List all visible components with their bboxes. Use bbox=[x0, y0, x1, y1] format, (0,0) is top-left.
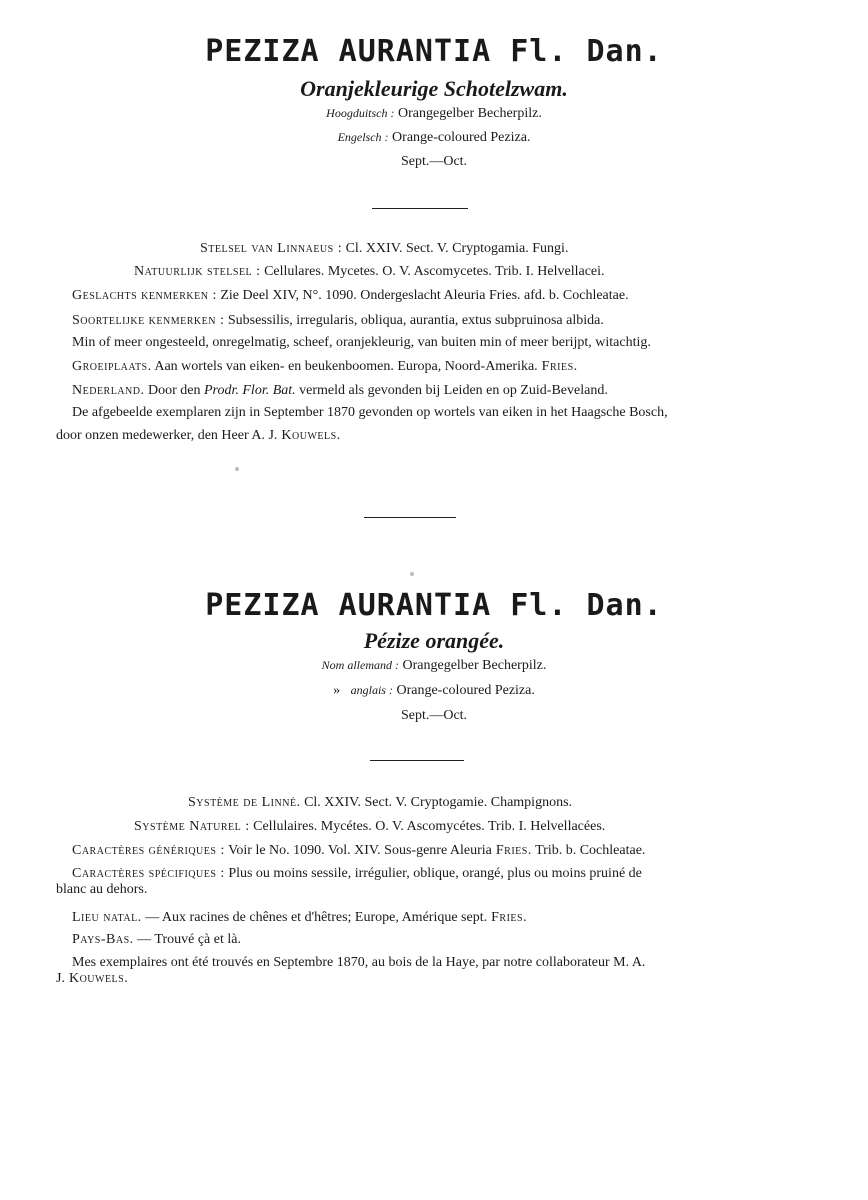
dutch-subtitle: Oranjekleurige Schotelzwam. bbox=[300, 76, 568, 101]
french-line-label: Pays-Bas. bbox=[72, 932, 134, 947]
french-line-specific-cont: blanc au dehors. bbox=[56, 882, 148, 897]
dutch-german-value: Orangegelber Becherpilz. bbox=[398, 106, 542, 121]
french-english-label: anglais : bbox=[350, 683, 393, 697]
french-line-specimens: Mes exemplaires ont été trouvés en Septembre 1870, au bois de la Haye, par notre collaborateur M. A. bbox=[72, 955, 646, 970]
dutch-season: Sept.—Oct. bbox=[400, 154, 468, 169]
dutch-line-author: Fries. bbox=[537, 359, 578, 374]
dutch-divider-top bbox=[372, 208, 468, 209]
french-title: PEZIZA AURANTIA Fl. Dan. bbox=[205, 588, 663, 623]
french-line-text: J. bbox=[56, 971, 65, 986]
french-german-label: Nom allemand : bbox=[321, 658, 399, 672]
dutch-line-label: Nederland. bbox=[72, 383, 145, 398]
french-line-text: Cellulaires. Mycétes. O. V. Ascomycétes. Trib. I. Helvellacées. bbox=[249, 819, 606, 834]
dutch-line-netherlands bbox=[72, 383, 608, 399]
french-german-value: Orangegelber Becherpilz. bbox=[402, 658, 547, 673]
dutch-line-text: Subsessilis, irregularis, obliqua, aurantia, extus subpruinosa albida. bbox=[224, 313, 604, 328]
french-german-name bbox=[0, 658, 868, 674]
dutch-line-text: Aan wortels van eiken- en beukenboomen. Europa, Noord-Amerika. bbox=[151, 359, 538, 374]
dutch-title: PEZIZA AURANTIA Fl. Dan. bbox=[205, 34, 663, 69]
french-english-name bbox=[0, 683, 868, 699]
french-line-text: Trib. b. Cochleatae. bbox=[531, 843, 646, 858]
dutch-line-label: Geslachts kenmerken : bbox=[72, 288, 217, 303]
french-line-linne bbox=[188, 795, 572, 811]
dutch-line-text: door onzen medewerker, den Heer A. J. bbox=[56, 428, 278, 443]
ditto-mark: » bbox=[333, 683, 341, 698]
dutch-english-label: Engelsch : bbox=[337, 130, 389, 144]
french-line-label: Caractères génériques : bbox=[72, 843, 225, 858]
french-line-author: Fries. bbox=[487, 910, 528, 925]
paper-speck bbox=[410, 572, 414, 576]
dutch-line-text: Cl. XXIV. Sect. V. Cryptogamia. Fungi. bbox=[342, 241, 569, 256]
dutch-line-text: vermeld als gevonden bij Leiden en op Zuid-Beveland. bbox=[295, 383, 608, 398]
french-line-habitat bbox=[72, 910, 527, 926]
dutch-line-species bbox=[72, 313, 604, 329]
dutch-line-label: Natuurlijk stelsel : bbox=[134, 264, 261, 279]
dutch-line-natural bbox=[134, 264, 605, 280]
dutch-line-specimens: De afgebeelde exemplaren zijn in September 1870 gevonden op wortels van eiken in het Haagsche Bosch, bbox=[72, 405, 668, 420]
french-subtitle: Pézize orangée. bbox=[363, 628, 505, 653]
french-line-label: Système de Linné. bbox=[188, 795, 301, 810]
dutch-german-name bbox=[0, 106, 868, 122]
french-line-natural bbox=[134, 819, 605, 835]
french-line-text: Voir le No. 1090. Vol. XIV. Sous-genre Aleuria bbox=[224, 843, 492, 858]
french-line-text: Plus ou moins sessile, irrégulier, oblique, orangé, plus ou moins pruiné de bbox=[224, 866, 642, 881]
dutch-line-label: Groeiplaats. bbox=[72, 359, 152, 374]
dutch-line-genus bbox=[72, 288, 629, 304]
dutch-line-label: Soortelijke kenmerken : bbox=[72, 313, 225, 328]
french-line-label: Système Naturel : bbox=[134, 819, 250, 834]
french-line-text: Cl. XXIV. Sect. V. Cryptogamie. Champignons. bbox=[300, 795, 573, 810]
dutch-line-text: Cellulares. Mycetes. O. V. Ascomycetes. Trib. I. Helvellacei. bbox=[260, 264, 605, 279]
dutch-line-text: Zie Deel XIV, N°. 1090. Ondergeslacht Aleuria Fries. afd. b. Cochleatae. bbox=[216, 288, 629, 303]
dutch-line-italic: Prodr. Flor. Bat. bbox=[204, 383, 296, 398]
french-line-specific bbox=[72, 866, 642, 882]
dutch-english-value: Orange-coloured Peziza. bbox=[392, 130, 531, 145]
dutch-line-author: Kouwels. bbox=[277, 428, 341, 443]
dutch-line-linnaeus bbox=[200, 241, 568, 257]
french-line-generic bbox=[72, 843, 645, 859]
dutch-german-label: Hoogduitsch : bbox=[326, 106, 395, 120]
french-line-author: Fries. bbox=[491, 843, 532, 858]
french-divider-top bbox=[370, 760, 464, 761]
french-line-paysbas bbox=[72, 932, 241, 948]
paper-speck bbox=[235, 467, 239, 471]
french-season: Sept.—Oct. bbox=[400, 708, 468, 723]
dutch-line-label: Stelsel van Linnaeus : bbox=[200, 241, 343, 256]
french-line-text: — Trouvé çà et là. bbox=[133, 932, 241, 947]
french-line-author: Kouwels. bbox=[64, 971, 129, 986]
dutch-line-text: Door den bbox=[144, 383, 204, 398]
french-line-label: Caractères spécifiques : bbox=[72, 866, 225, 881]
section-divider bbox=[364, 517, 456, 518]
french-english-value: Orange-coloured Peziza. bbox=[396, 683, 535, 698]
dutch-line-collaborator bbox=[56, 428, 341, 444]
dutch-line-habitat bbox=[72, 359, 578, 375]
french-line-label: Lieu natal. bbox=[72, 910, 142, 925]
dutch-line-species-desc: Min of meer ongesteeld, onregelmatig, scheef, oranjekleurig, van buiten min of meer berijpt, witachtig. bbox=[72, 335, 651, 350]
french-line-text: — Aux racines de chênes et d'hêtres; Europe, Amérique sept. bbox=[141, 910, 488, 925]
dutch-english-name bbox=[0, 130, 868, 146]
french-line-collaborator bbox=[56, 971, 128, 987]
